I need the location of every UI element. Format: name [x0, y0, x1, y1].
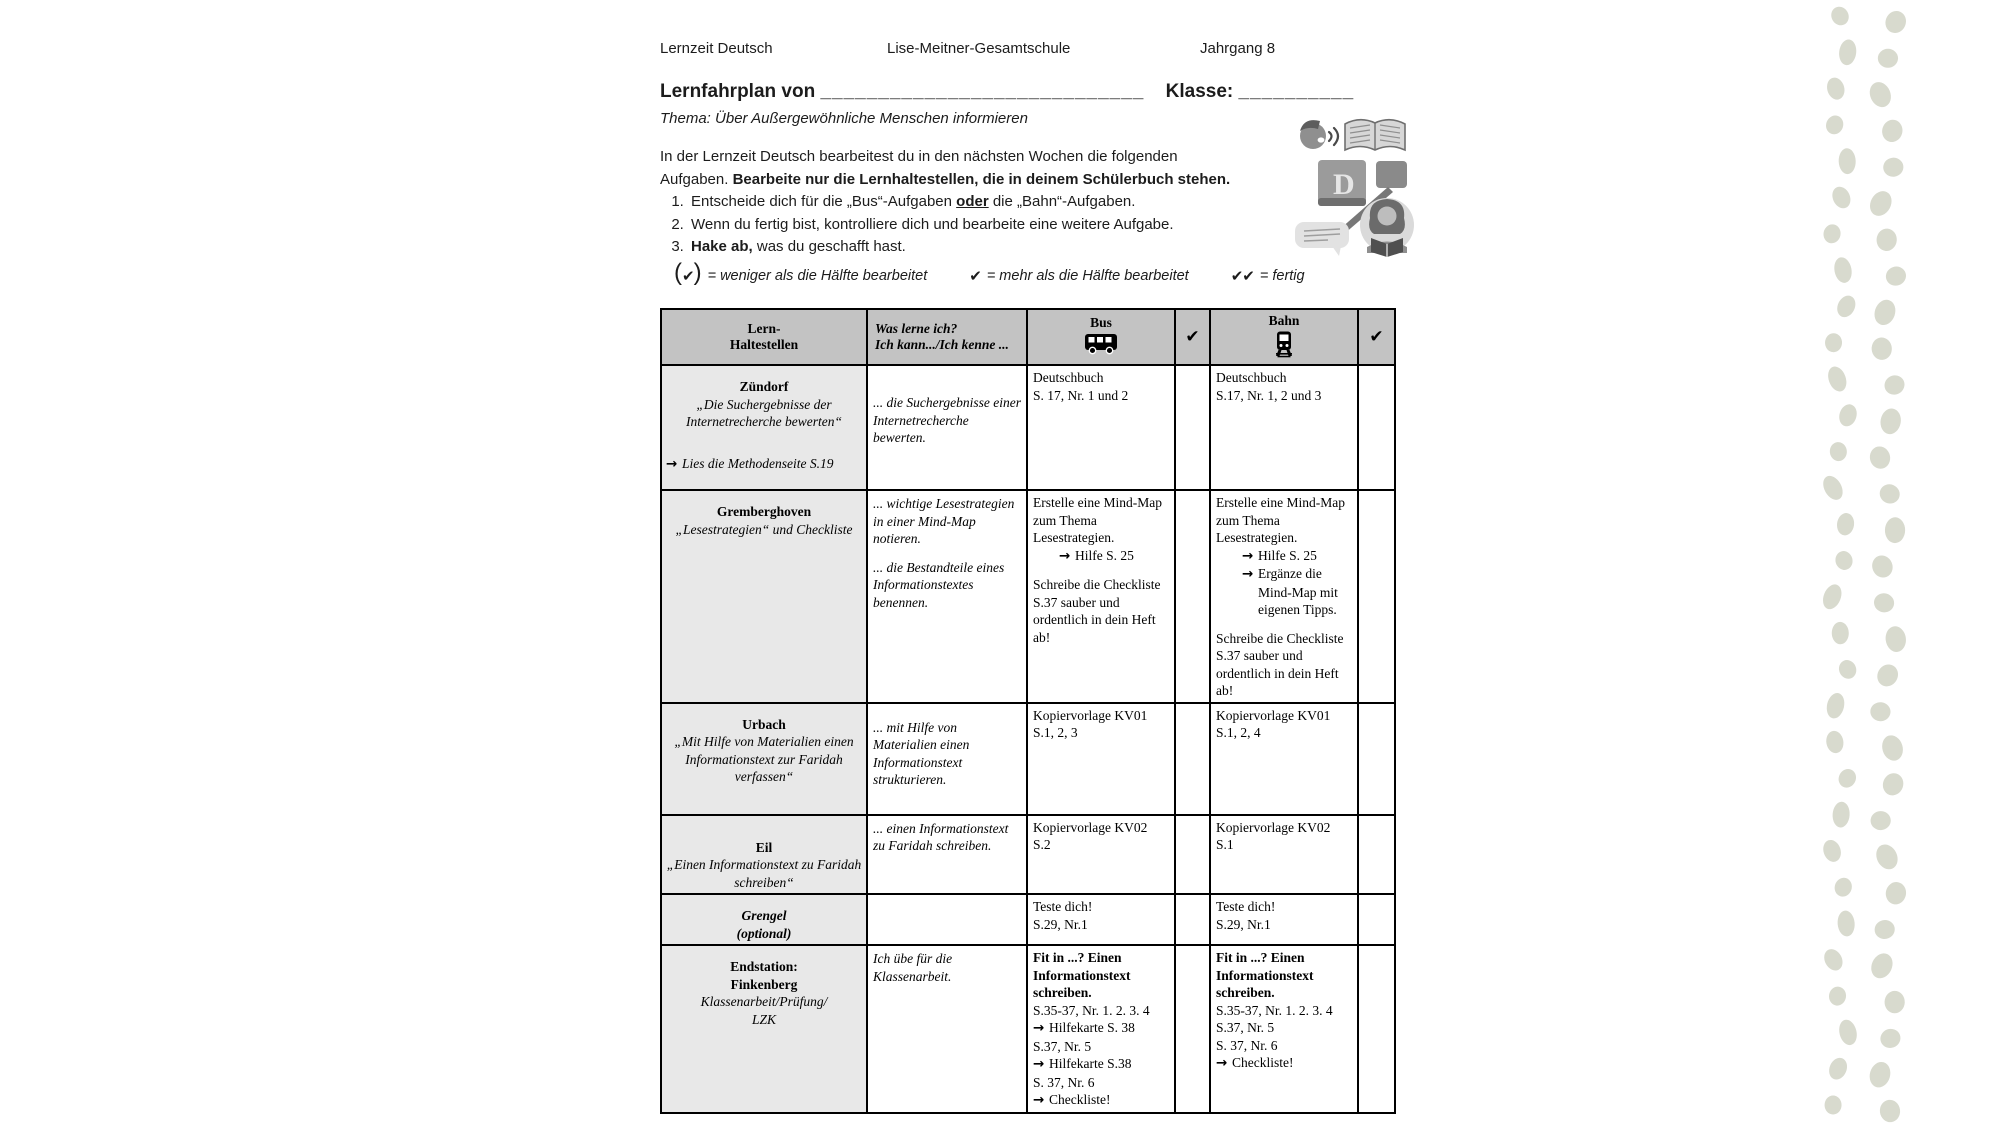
table-row-1 — [661, 365, 1395, 490]
decor-dot — [1825, 364, 1850, 394]
learn-cell — [867, 490, 1027, 703]
station-cell — [661, 815, 867, 895]
lern-haltestellen-header: Lern- Haltestellen — [661, 309, 867, 365]
text-line: → Lies die Methodenseite S.19 — [666, 455, 834, 472]
arrow-icon: → — [666, 455, 683, 472]
bahn-header: Bahn — [1210, 309, 1358, 365]
text-line: S. 17, Nr. 1 und 2 — [1033, 387, 1129, 403]
text-line: Teste dich! — [1216, 899, 1276, 914]
bus-check-cell — [1175, 703, 1210, 815]
speaking-person-icon — [1300, 120, 1338, 149]
bahn-check-header — [1358, 309, 1395, 365]
decor-dot — [1829, 184, 1854, 211]
text-line: Deutschbuch — [1033, 370, 1104, 385]
decor-dot — [1823, 113, 1846, 137]
bahn-cell — [1210, 815, 1358, 895]
decor-dot — [1826, 1055, 1850, 1082]
intro-step-1: 1. Entscheide dich für die „Bus“-Aufgaben oder die „Bahn“-Aufgaben. — [688, 191, 1308, 214]
decor-dot — [1866, 79, 1895, 111]
text-line: → Hilfe S. 25 — [1242, 547, 1317, 564]
decor-dot — [1878, 49, 1898, 68]
decor-dot — [1838, 148, 1856, 174]
decor-dot — [1836, 512, 1856, 537]
legend — [674, 259, 1305, 286]
decor-dot — [1873, 661, 1902, 690]
decor-dot — [1837, 1018, 1860, 1047]
legend-item-3 — [1231, 267, 1305, 285]
text-line: Urbach — [742, 716, 786, 732]
intro-line-1: In der Lernzeit Deutsch bearbeitest du in den nächsten Wochen die folgenden — [660, 148, 1178, 165]
bus-icon — [1084, 333, 1118, 355]
legend-text: = weniger als die Hälfte bearbeitet — [707, 268, 928, 284]
decor-dot — [1834, 293, 1859, 321]
text-line: Finkenberg — [730, 976, 798, 992]
bus-cell — [1027, 815, 1175, 895]
decor-dot — [1868, 444, 1893, 470]
text-line: Ich übe für die Klassenarbeit. — [873, 951, 953, 984]
text-line: „Einen Informationstext zu Faridah schreiben“ — [666, 857, 862, 890]
decor-dot — [1880, 770, 1907, 798]
decor-dot — [1881, 372, 1908, 398]
decor-dot — [1879, 733, 1906, 764]
name-blank-line: ____________________________ — [820, 81, 1145, 102]
arrow-icon: → — [1033, 1020, 1050, 1036]
text-line: Schreibe die Checkliste S.37 sauber und ordentlich in dein Heft ab! — [1216, 630, 1344, 698]
text-line: ... wichtige Lesestrategien in einer Mind-Map notieren. — [873, 496, 1015, 546]
decor-dot — [1872, 841, 1901, 873]
decor-dot — [1878, 407, 1902, 436]
decor-dot — [1825, 1096, 1842, 1115]
learn-cell — [867, 703, 1027, 815]
train-icon — [1274, 331, 1294, 358]
text-line: → Checkliste! — [1216, 1055, 1294, 1071]
text-line: ... einen Informationstext zu Faridah schreiben. — [873, 820, 1009, 853]
speech-bubble-icon — [1295, 222, 1349, 256]
legend-text: = fertig — [1259, 268, 1305, 284]
station-cell — [661, 894, 867, 945]
decorative-dots — [1810, 0, 1925, 1125]
arrow-icon: → — [1033, 1056, 1050, 1072]
text-line: S.2 — [1033, 837, 1051, 852]
bahn-check-cell — [1358, 365, 1395, 490]
title-label: Lernfahrplan von — [660, 81, 816, 102]
decor-dot — [1832, 876, 1854, 899]
text-line: → Hilfekarte S.38 — [1033, 1056, 1132, 1072]
arrow-icon: → — [1242, 566, 1259, 582]
text-line: S.1, 2, 3 — [1033, 725, 1078, 740]
bahn-check-cell — [1358, 490, 1395, 703]
reading-illustration — [1292, 112, 1416, 258]
bus-cell — [1027, 490, 1175, 703]
text-line: ... die Suchergebnisse einer Internetrecherche bewerten. — [873, 395, 1021, 445]
decor-dot — [1828, 985, 1848, 1006]
text-line: S.35-37, Nr. 1. 2. 3. 4 — [1216, 1002, 1333, 1018]
decor-dot — [1824, 691, 1846, 720]
check-icon: (✔) — [674, 259, 702, 286]
decor-dot — [1833, 549, 1854, 572]
decor-dot — [1880, 118, 1905, 145]
decor-dot — [1871, 337, 1893, 361]
text-line: → Checkliste! — [1033, 1092, 1111, 1108]
bus-cell — [1027, 365, 1175, 490]
text-line: „Die Suchergebnisse der Internetrecherche bewerten“ — [685, 396, 843, 429]
station-cell — [661, 945, 867, 1113]
text-line: → Hilfe S. 25 — [1059, 547, 1134, 564]
text-line: Zündorf — [739, 379, 789, 394]
text-line: S.29, Nr.1 — [1216, 916, 1271, 932]
decor-dot — [1825, 75, 1848, 101]
decor-dot — [1884, 991, 1905, 1014]
bus-cell — [1027, 945, 1175, 1113]
intro-step-2: 2. Wenn du fertig bist, kontrolliere dich und bearbeite eine weitere Aufgabe. — [688, 214, 1308, 237]
text-line: Erstelle eine Mind-Map zum Thema Lesestrategien. — [1033, 495, 1162, 545]
bus-check-cell — [1175, 894, 1210, 945]
text-line: Klassenarbeit/Prüfung/ — [700, 994, 828, 1009]
text-line: Kopiervorlage KV01 — [1033, 707, 1148, 723]
decor-dot — [1878, 1026, 1904, 1051]
decor-dot — [1822, 223, 1843, 245]
check-icon: ✔ — [1369, 326, 1384, 347]
bus-cell — [1027, 703, 1175, 815]
bus-check-header — [1175, 309, 1210, 365]
worksheet — [660, 40, 1406, 1115]
intro-step-3: 3. Hake ab, was du geschafft hast. — [688, 236, 1308, 259]
text-line: ... die Bestandteile eines Informationstextes benennen. — [873, 559, 1005, 610]
decor-dot — [1870, 811, 1891, 831]
learn-cell — [867, 815, 1027, 895]
learn-cell — [867, 945, 1027, 1113]
learn-cell — [867, 365, 1027, 490]
decor-dot — [1873, 918, 1897, 941]
text-line: Kopiervorlage KV02 — [1033, 819, 1148, 835]
text-line: Gremberghoven — [716, 504, 812, 519]
text-line: Grengel — [741, 908, 787, 923]
text-line: S.29, Nr.1 — [1033, 916, 1088, 932]
bahn-cell — [1210, 490, 1358, 703]
decor-dot — [1821, 946, 1847, 974]
check-icon: ✔ — [1185, 326, 1200, 347]
arrow-icon: → — [1033, 1092, 1050, 1108]
text-line: → Hilfekarte S. 38 — [1033, 1020, 1135, 1036]
decor-dot — [1879, 1099, 1902, 1124]
text-line: S.37, Nr. 5 — [1216, 1020, 1275, 1035]
decor-dot — [1832, 622, 1849, 645]
decor-dot — [1884, 625, 1908, 653]
table-row-6 — [661, 945, 1395, 1113]
text-line: ... mit Hilfe von Materialien einen Informationstext strukturieren. — [873, 719, 970, 787]
decor-dot — [1828, 4, 1852, 29]
bahn-check-cell — [1358, 945, 1395, 1113]
text-line: Fit in ...? Einen Informationstext schreiben. — [1216, 950, 1314, 1000]
text-line: S. 37, Nr. 6 — [1216, 1037, 1278, 1053]
decor-dot — [1838, 38, 1858, 66]
bahn-check-cell — [1358, 815, 1395, 895]
table-row-3 — [661, 703, 1395, 815]
reading-person-icon — [1360, 198, 1414, 257]
klasse-label: Klasse: — [1165, 81, 1234, 102]
decor-dot — [1885, 517, 1906, 543]
plan-table-body — [661, 365, 1395, 1113]
decor-dot — [1884, 880, 1908, 906]
decor-dot — [1866, 187, 1896, 219]
legend-text: = mehr als die Hälfte bearbeitet — [986, 268, 1189, 284]
bus-cell — [1027, 894, 1175, 945]
intro-text — [660, 146, 1308, 259]
table-row-5 — [661, 894, 1395, 945]
decor-dot — [1829, 441, 1848, 462]
text-line: Fit in ...? Einen Informationstext schreiben. — [1033, 950, 1131, 1000]
text-line: „Mit Hilfe von Materialien einen Informationstext zur Faridah verfassen“ — [674, 734, 854, 784]
text-line: (optional) — [736, 925, 792, 941]
text-line: Teste dich! — [1033, 899, 1093, 914]
doc-header-subject: Lernzeit Deutsch — [660, 40, 773, 57]
decor-dot — [1825, 333, 1843, 353]
decor-dot — [1883, 264, 1908, 288]
text-line: LZK — [751, 1011, 777, 1027]
check-icon: ✔ — [969, 267, 981, 285]
bus-check-cell — [1175, 945, 1210, 1113]
dictionary-icon — [1318, 160, 1366, 206]
arrow-icon: → — [1059, 547, 1076, 564]
legend-item-1 — [674, 259, 928, 286]
station-cell — [661, 703, 867, 815]
bus-check-cell — [1175, 490, 1210, 703]
text-line: → Ergänze die Mind-Map mit eigenen Tipps. — [1242, 566, 1338, 617]
text-line: S.35-37, Nr. 1. 2. 3. 4 — [1033, 1002, 1150, 1018]
decor-dot — [1877, 481, 1903, 507]
table-header-row — [661, 309, 1395, 365]
text-line: S.17, Nr. 1, 2 und 3 — [1216, 387, 1322, 403]
decor-dot — [1820, 582, 1845, 612]
klasse-blank-line: __________ — [1238, 81, 1355, 102]
decor-dot — [1836, 657, 1859, 681]
text-line: Kopiervorlage KV02 — [1216, 819, 1331, 835]
intro-steps — [660, 191, 1308, 259]
bus-check-cell — [1175, 365, 1210, 490]
decor-dot — [1835, 766, 1859, 791]
bus-check-cell — [1175, 815, 1210, 895]
doc-header — [660, 40, 1406, 60]
was-lerne-ich-header: Was lerne ich? Ich kann.../Ich kenne ... — [867, 309, 1027, 365]
decor-dot — [1871, 297, 1898, 328]
legend-item-2 — [969, 267, 1188, 285]
text-line: „Lesestrategien“ und Checkliste — [675, 521, 853, 537]
text-line: Deutschbuch — [1216, 370, 1287, 385]
bus-header: Bus — [1027, 309, 1175, 365]
svg-text:D: D — [1333, 168, 1355, 201]
decor-dot — [1882, 156, 1905, 178]
station-cell — [661, 365, 867, 490]
text-line: Erstelle eine Mind-Map zum Thema Lesestrategien. — [1216, 495, 1345, 545]
text-line: S.37, Nr. 5 — [1033, 1038, 1092, 1054]
decor-dot — [1825, 729, 1846, 754]
bahn-cell — [1210, 703, 1358, 815]
check-icon: ✔✔ — [1230, 267, 1254, 285]
decor-dot — [1882, 8, 1909, 37]
text-line: Kopiervorlage KV01 — [1216, 707, 1331, 723]
arrow-icon: → — [1242, 547, 1259, 564]
bahn-cell — [1210, 894, 1358, 945]
decor-dot — [1867, 950, 1896, 982]
decor-dot — [1867, 1060, 1894, 1090]
text-line: S. 37, Nr. 6 — [1033, 1074, 1095, 1090]
arrow-icon: → — [1216, 1055, 1233, 1071]
bahn-cell — [1210, 365, 1358, 490]
topic-subtitle: Thema: Über Außergewöhnliche Menschen informieren — [660, 110, 1028, 127]
text-line: S.1 — [1216, 837, 1234, 852]
bahn-cell — [1210, 945, 1358, 1113]
bahn-check-cell — [1358, 894, 1395, 945]
page-title — [660, 81, 1354, 103]
decor-dot — [1832, 256, 1854, 285]
intro-line-2: Aufgaben. Bearbeite nur die Lernhaltestellen, die in deinem Schülerbuch stehen. — [660, 170, 1231, 188]
decor-dot — [1832, 801, 1851, 828]
open-book-icon — [1345, 120, 1405, 150]
doc-header-school: Lise-Meitner-Gesamtschule — [887, 40, 1071, 57]
text-line: Endstation: — [730, 959, 798, 974]
plan-table — [660, 308, 1396, 1114]
decor-dot — [1869, 701, 1891, 722]
learn-cell — [867, 894, 1027, 945]
decor-dot — [1872, 591, 1896, 615]
text-line: Eil — [755, 839, 773, 855]
doc-header-grade: Jahrgang 8 — [1200, 40, 1276, 57]
table-row-4 — [661, 815, 1395, 895]
text-line: S.1, 2, 4 — [1216, 725, 1261, 740]
decor-dot — [1837, 910, 1856, 937]
table-row-2 — [661, 490, 1395, 703]
plan-table-wrap — [660, 308, 1396, 1114]
decor-dot — [1876, 228, 1898, 252]
text-line: Schreibe die Checkliste S.37 sauber und ordentlich in dein Heft ab! — [1033, 577, 1161, 645]
dark-bubble-icon — [1376, 161, 1407, 188]
decor-dot — [1820, 838, 1843, 865]
decor-dot — [1837, 402, 1860, 428]
station-cell — [661, 490, 867, 703]
bahn-check-cell — [1358, 703, 1395, 815]
decor-dot — [1869, 552, 1896, 580]
decor-dot — [1819, 472, 1846, 503]
